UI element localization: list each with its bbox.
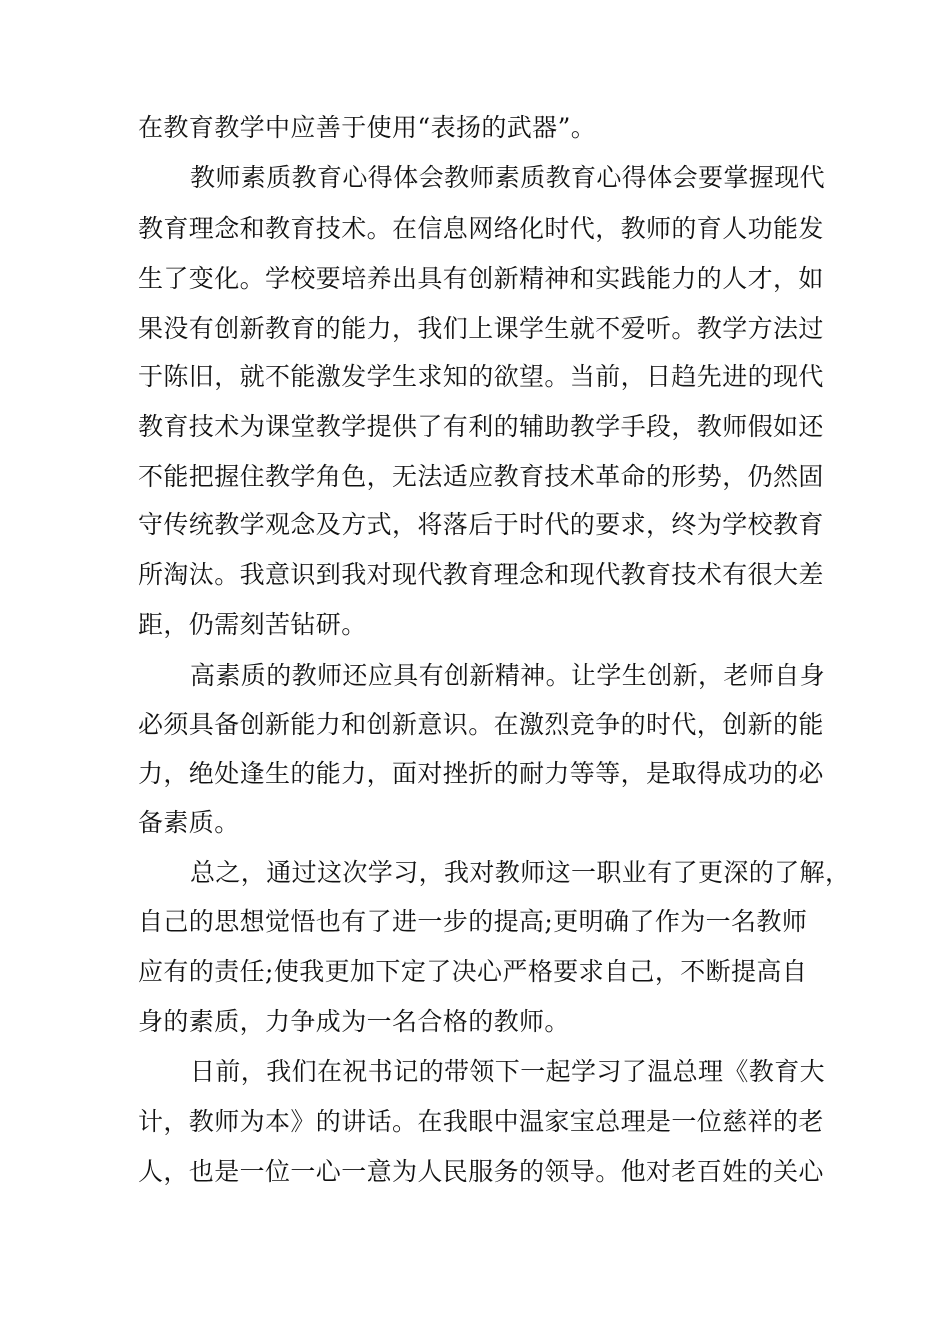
text-line: 应有的责任;使我更加下定了决心严格要求自己，不断提高自 [138,957,808,986]
text-line: 教育技术为课堂教学提供了有利的辅助教学手段，教师假如还 [138,412,824,441]
text-line: 于陈旧，就不能激发学生求知的欲望。当前，日趋先进的现代 [138,362,824,391]
paragraph-first-line: 总之，通过这次学习，我对教师这一职业有了更深的了解， [190,858,851,887]
text-line: 自己的思想觉悟也有了进一步的提高;更明确了作为一名教师 [138,907,808,936]
paragraph-first-line: 日前，我们在祝书记的带领下一起学习了温总理《教育大 [190,1057,826,1086]
text-line: 力，绝处逢生的能力，面对挫折的耐力等等，是取得成功的必 [138,759,824,788]
text-line: 人，也是一位一心一意为人民服务的领导。他对老百姓的关心 [138,1157,824,1186]
text-line: 必须具备创新能力和创新意识。在激烈竞争的时代，创新的能 [138,710,824,739]
text-line: 身的素质，力争成为一名合格的教师。 [138,1007,570,1036]
text-line: 计，教师为本》的讲话。在我眼中温家宝总理是一位慈祥的老 [138,1107,824,1136]
paragraph-first-line: 教师素质教育心得体会教师素质教育心得体会要掌握现代 [190,163,826,192]
text-line: 守传统教学观念及方式，将落后于时代的要求，终为学校教育 [138,510,824,539]
text-line: 距，仍需刻苦钻研。 [138,610,367,639]
text-line: 生了变化。学校要培养出具有创新精神和实践能力的人才，如 [138,264,824,293]
text-line: 备素质。 [138,808,240,837]
text-line: 在教育教学中应善于使用“表扬的武器”。 [138,113,597,142]
paragraph-first-line: 高素质的教师还应具有创新精神。让学生创新，老师自身 [190,661,826,690]
text-line: 不能把握住教学角色，无法适应教育技术革命的形势，仍然固 [138,462,824,491]
text-line: 教育理念和教育技术。在信息网络化时代，教师的育人功能发 [138,214,824,243]
text-line: 果没有创新教育的能力，我们上课学生就不爱听。教学方法过 [138,314,824,343]
text-line: 所淘汰。我意识到我对现代教育理念和现代教育技术有很大差 [138,560,824,589]
